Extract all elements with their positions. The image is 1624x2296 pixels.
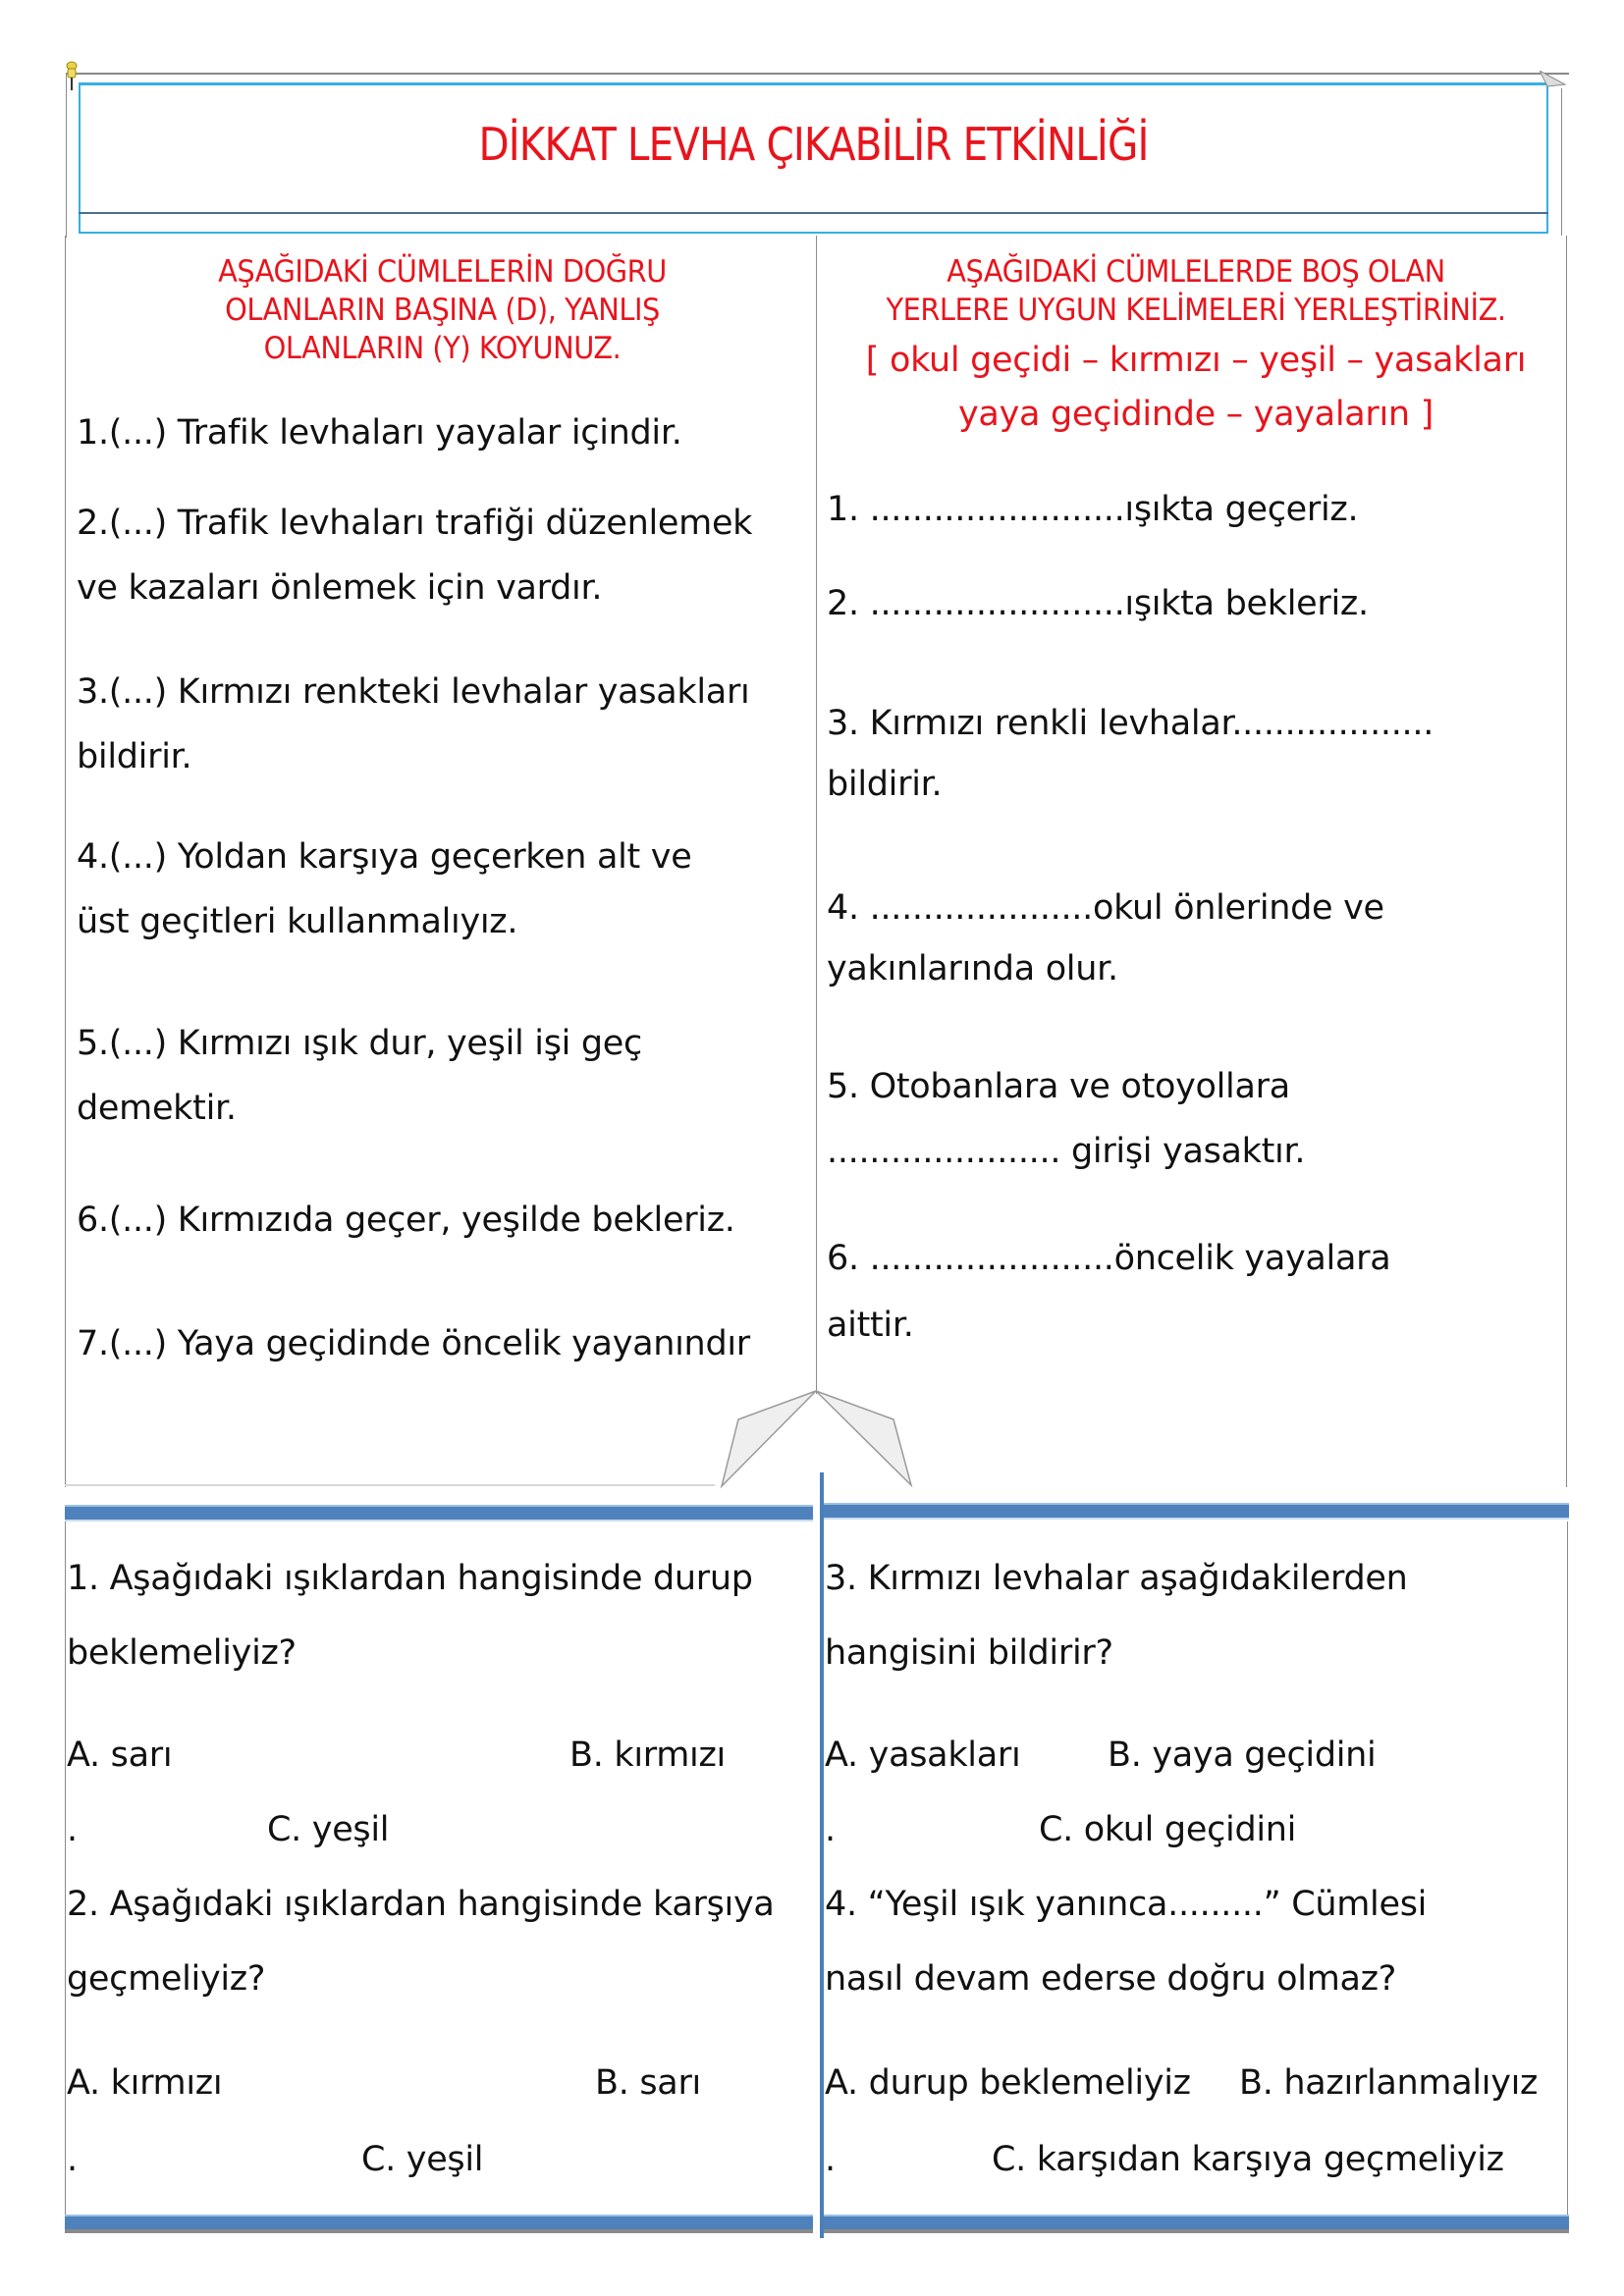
statement-line: 2.(...) Trafik levhaları trafiği düzenlemek bbox=[77, 504, 753, 543]
option-c: C. okul geçidini bbox=[1039, 1810, 1297, 1849]
fill-blank-item-6 bbox=[827, 1225, 1390, 1359]
true-false-item-3 bbox=[77, 660, 749, 789]
option-a: A. kırmızı bbox=[67, 2063, 223, 2103]
instruction-line: YERLERE UYGUN KELİMELERİ YERLEŞTİRİNİZ. bbox=[886, 293, 1506, 328]
instruction-line: OLANLARIN (Y) KOYUNUZ. bbox=[263, 331, 622, 366]
question-text: beklemeliyiz? bbox=[67, 1633, 297, 1673]
statement-line: bildirir. bbox=[77, 737, 192, 776]
true-false-item-5 bbox=[77, 1011, 642, 1141]
statement-line: 5.(...) Kırmızı ışık dur, yeşil işi geç bbox=[77, 1024, 642, 1063]
statement-line: bildirir. bbox=[827, 765, 943, 804]
statement-line: 3. Kırmızı renkli levhalar................... bbox=[827, 704, 1435, 743]
fill-blank-item-1 bbox=[827, 477, 1358, 542]
stray-dot: . bbox=[67, 2140, 78, 2179]
question-text: geçmeliyiz? bbox=[67, 1959, 266, 1999]
statement-line: aittir. bbox=[827, 1306, 914, 1345]
true-false-item-6 bbox=[77, 1188, 735, 1253]
statement-line: 4.(...) Yoldan karşıya geçerken alt ve bbox=[77, 837, 692, 877]
instruction-line: AŞAĞIDAKİ CÜMLELERDE BOŞ OLAN bbox=[947, 254, 1445, 290]
question-text: 1. Aşağıdaki ışıklardan hangisinde durup bbox=[67, 1559, 753, 1598]
instruction-line: OLANLARIN BAŞINA (D), YANLIŞ bbox=[225, 293, 660, 328]
statement-line: 4. .....................okul önlerinde ve bbox=[827, 888, 1384, 928]
true-false-item-2 bbox=[77, 491, 752, 620]
fill-blank-section bbox=[827, 253, 1565, 442]
statement-line: 5. Otobanlara ve otoyollara bbox=[827, 1067, 1290, 1106]
lower-left-border bbox=[65, 1522, 66, 2218]
statement-line: yakınlarında olur. bbox=[827, 949, 1118, 988]
statement-line: 7.(...) Yaya geçidinde öncelik yayanındır bbox=[77, 1324, 750, 1363]
question-3 bbox=[825, 1541, 1408, 1690]
statement-line: üst geçitleri kullanmalıyız. bbox=[77, 902, 518, 941]
upper-left-bottom-border bbox=[65, 1484, 715, 1486]
section-bar bbox=[823, 1503, 1569, 1520]
instruction-line: AŞAĞIDAKİ CÜMLELERİN DOĞRU bbox=[218, 254, 667, 290]
statement-line: ve kazaları önlemek için vardır. bbox=[77, 568, 603, 608]
statement-line: 6.(...) Kırmızıda geçer, yeşilde bekleriz. bbox=[77, 1201, 735, 1240]
question-4 bbox=[825, 1867, 1427, 2016]
lower-column-divider bbox=[820, 1472, 824, 2238]
statement-line: 6. .......................öncelik yayalara bbox=[827, 1239, 1391, 1278]
true-false-instruction bbox=[102, 253, 783, 368]
fill-blank-item-5 bbox=[827, 1054, 1305, 1184]
option-a: A. yasakları bbox=[825, 1735, 1021, 1775]
question-text: nasıl devam ederse doğru olmaz? bbox=[825, 1959, 1397, 1999]
question-text: 2. Aşağıdaki ışıklardan hangisinde karşıya bbox=[67, 1885, 775, 1924]
section-bar bbox=[823, 2215, 1569, 2233]
statement-line: 1. ........................ışıkta geçeriz. bbox=[827, 490, 1359, 529]
stray-dot: . bbox=[825, 2140, 836, 2179]
statement-line: 3.(...) Kırmızı renkteki levhalar yasakları bbox=[77, 672, 750, 712]
fill-blank-instruction bbox=[852, 253, 1539, 330]
banner-side-edge bbox=[1561, 88, 1562, 236]
question-1 bbox=[67, 1541, 753, 1690]
question-text: 4. “Yeşil ışık yanınca.........” Cümlesi bbox=[825, 1885, 1428, 1924]
option-b: B. kırmızı bbox=[569, 1735, 726, 1775]
question-2 bbox=[67, 1867, 775, 2016]
column-divider bbox=[816, 236, 817, 1394]
word-bank-line: [ okul geçidi – kırmızı – yeşil – yasakları bbox=[865, 341, 1527, 380]
statement-line: 1.(...) Trafik levhaları yayalar içindir. bbox=[77, 413, 682, 453]
option-c: C. yeşil bbox=[361, 2140, 484, 2179]
fill-blank-item-3 bbox=[827, 693, 1434, 815]
page-title: DİKKAT LEVHA ÇIKABİLİR ETKİNLİĞİ bbox=[478, 118, 1149, 171]
fill-blank-item-2 bbox=[827, 571, 1369, 636]
stray-dot: . bbox=[67, 1810, 78, 1849]
lower-right-border bbox=[1567, 1522, 1568, 2218]
word-bank-line: yaya geçidinde – yayaların ] bbox=[958, 395, 1434, 434]
question-text: 3. Kırmızı levhalar aşağıdakilerden bbox=[825, 1559, 1408, 1598]
option-a: A. durup beklemeliyiz bbox=[825, 2063, 1191, 2103]
stray-dot: . bbox=[825, 1810, 836, 1849]
option-c: C. karşıdan karşıya geçmeliyiz bbox=[992, 2140, 1504, 2179]
banner-divider bbox=[79, 212, 1548, 214]
section-bar bbox=[65, 1505, 813, 1522]
option-a: A. sarı bbox=[67, 1735, 173, 1775]
true-false-item-4 bbox=[77, 825, 691, 954]
statement-line: demektir. bbox=[77, 1089, 237, 1128]
pushpin-icon bbox=[65, 61, 79, 92]
true-false-item-1 bbox=[77, 400, 682, 465]
option-b: B. hazırlanmalıyız bbox=[1239, 2063, 1539, 2103]
page-curl-icon bbox=[1540, 71, 1569, 100]
statement-line: 2. ........................ışıkta bekleriz. bbox=[827, 584, 1369, 623]
option-b: B. yaya geçidini bbox=[1108, 1735, 1377, 1775]
question-text: hangisini bildirir? bbox=[825, 1633, 1113, 1673]
fill-blank-item-4 bbox=[827, 878, 1384, 999]
word-bank bbox=[827, 334, 1565, 442]
true-false-section bbox=[77, 253, 808, 368]
statement-line: ...................... girişi yasaktır. bbox=[827, 1132, 1306, 1171]
section-bar bbox=[65, 2215, 813, 2233]
option-b: B. sarı bbox=[595, 2063, 701, 2103]
option-c: C. yeşil bbox=[267, 1810, 390, 1849]
true-false-item-7 bbox=[77, 1311, 750, 1376]
